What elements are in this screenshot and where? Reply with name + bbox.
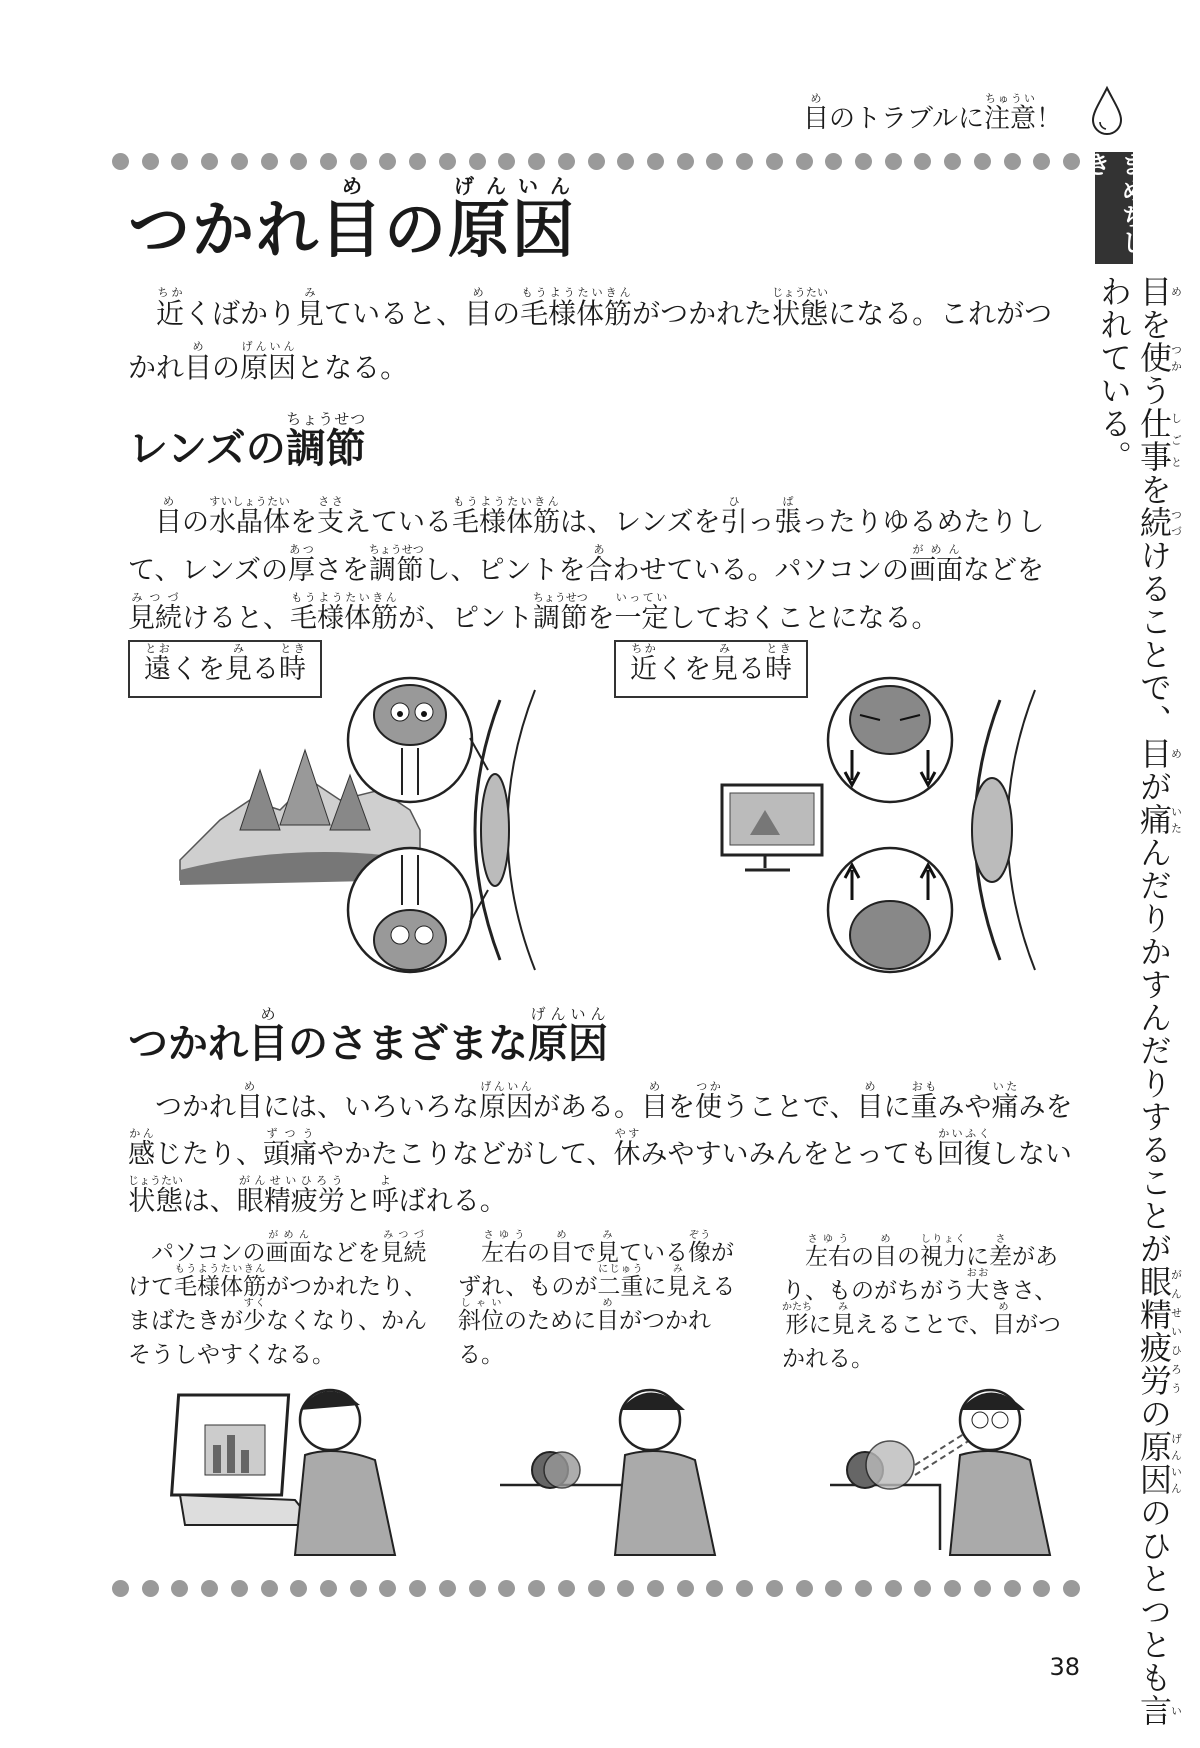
running-header: 目めのトラブルに注意ちゅうい！ xyxy=(802,92,1062,134)
intro-paragraph: 近ちかくばかり見みていると、目めの毛様体筋もうようたいきんがつかれた状態じょうたいになる。これがつかれ目めの原因げんいんとなる。 xyxy=(128,286,1053,384)
section-heading-causes: つかれ目めのさまざまな原因げんいん xyxy=(128,1005,608,1067)
caption-computer: パソコンの画面がめんなどを見続みつづけて毛様体筋もうようたいきんがつかれたり、まばたきが少すくなくなり、かんそうしやすくなる。 xyxy=(128,1230,427,1368)
side-tab: まめちしき xyxy=(1095,152,1133,264)
top-dotted-rule xyxy=(112,150,1080,172)
double-vision-illustration xyxy=(490,1375,730,1555)
lens-paragraph: 目めの水晶体すいしょうたいを支ささえている毛様体筋もうようたいきんは、レンズを引ひっ張ぱったりゆるめたりして、レンズの厚あつさを調節ちょうせつし、ピントを合あわせている。パソコンの画面がめんなどを見続みつづけると、毛様体筋もうようたいきんが、ピント調節ちょうせつを一定いっていしておくことになる。 xyxy=(128,495,1045,634)
section-heading-lens: レンズの調節ちょうせつ xyxy=(128,410,366,472)
unequal-vision-illustration xyxy=(820,1375,1060,1555)
causes-paragraph: つかれ目めには、いろいろな原因げんいんがある。目めを使つかうことで、目めに重おもみや痛いたみを感かんじたり、頭痛ずつうやかたこりなどがして、休やすみやすいみんをとっても回復かいふくしない状態じょうたいは、眼精疲労がんせいひろうと呼よばれる。 xyxy=(128,1080,1073,1217)
droplet-icon xyxy=(1090,86,1124,136)
computer-user-illustration xyxy=(175,1375,415,1555)
caption-phoria: 左右さゆうの目めで見みている像ぞうがずれ、ものが二重にじゅうに見みえる斜位しゃいのために目めがつかれる。 xyxy=(458,1230,736,1368)
bottom-dotted-rule xyxy=(112,1577,1080,1599)
far-viewing-illustration xyxy=(180,660,560,980)
label-looking-near: 近ちかくを見みる時とき xyxy=(614,640,808,698)
page-title: つかれ目めの原因げんいん xyxy=(128,174,577,266)
caption-anisometropia: 左右さゆうの目めの視力しりょくに差さがあり、ものがちがう大おおきさ、形かたちに見みえることで、目めがつかれる。 xyxy=(782,1234,1062,1372)
page-number: 38 xyxy=(1049,1653,1080,1681)
sidebar-text: 目めを使つかう仕事しごとを続つづけることで、目めが痛いたんだりかすんだりすることが眼精疲労がんせいひろうの原因げんいんのひとつとも言いわれている。 xyxy=(1095,275,1183,1727)
label-looking-far: 遠とおくを見みる時とき xyxy=(128,640,322,698)
near-viewing-illustration xyxy=(720,660,1050,980)
